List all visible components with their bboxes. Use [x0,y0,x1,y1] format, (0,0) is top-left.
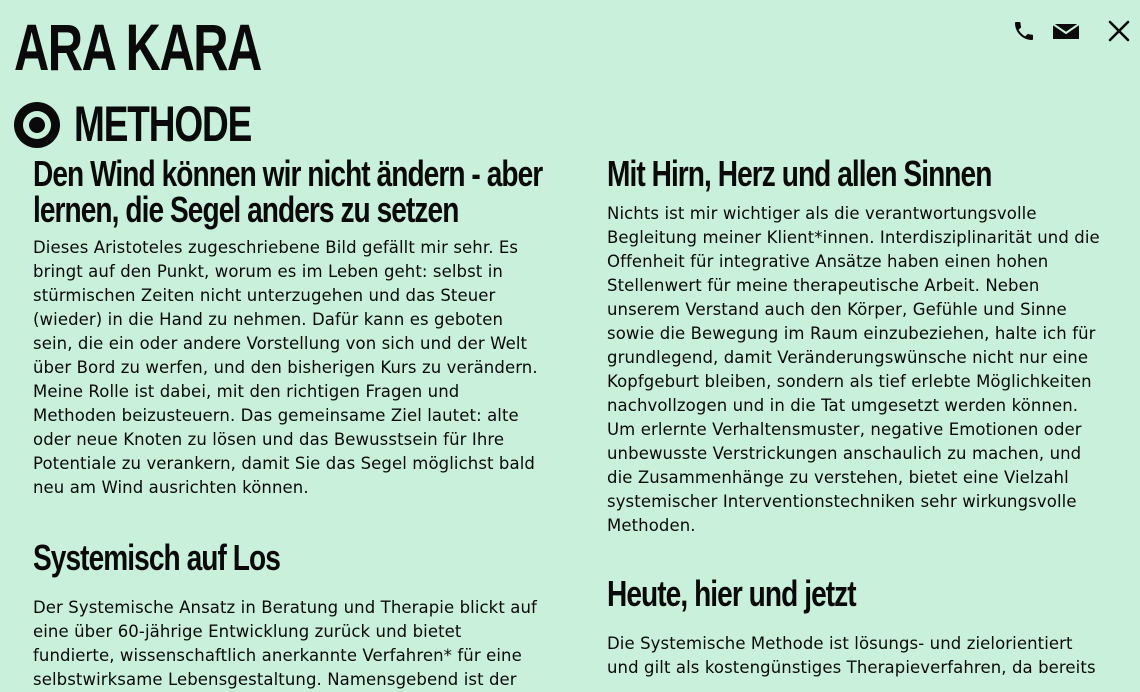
section-heading: Systemisch auf Los [33,537,280,578]
content-column-right [607,153,1107,680]
content-column-left [33,153,553,692]
phone-icon[interactable] [1012,18,1036,48]
section-text: Dieses Aristoteles zugeschriebene Bild gefällt mir sehr. Es bringt auf den Punkt, worum es im Leben geht: selbst in stürmischen Zeiten nicht unterzugehen und das Steuer (wieder) in die Hand zu nehmen. Dafür kann es geboten sein, die ein oder andere Vorstellung von sich und der Welt über Bord zu werfen, und den bisherigen Kurs zu verändern. Meine Rolle ist dabei, mit den richtigen Fragen und Methoden beizusteuern. Das gemeinsame Ziel lautet: alte oder neue Knoten zu lösen und das Bewusstsein für Ihre Potentiale zu verankern, damit Sie das Segel möglichst bald neu am Wind ausrichten können. [33,238,538,497]
section-text: Die Systemische Methode ist lösungs- und zielorientiert und gilt als kostengünstiges Therapieverfahren, da bereits [607,634,1096,677]
section-heading: Heute, hier und jetzt [607,573,856,614]
page-title: METHODE [74,96,252,152]
close-icon[interactable] [1106,18,1132,48]
section-heading: Mit Hirn, Herz und allen Sinnen [607,153,992,194]
mail-icon[interactable] [1052,18,1080,48]
section-heading: Den Wind können wir nicht ändern - aber lernen, die Segel anders zu setzen [33,153,543,230]
target-icon [14,102,60,152]
section-text: Nichts ist mir wichtiger als die verantwortungsvolle Begleitung meiner Klient*innen. Interdisziplinarität und die Offenheit für integrative Ansätze haben einen hohen Stellenwert für meine therapeutische Arbeit. Neben unserem Verstand auch den Körper, Gefühle und Sinne sowie die Bewegung im Raum einzubeziehen, halte ich für grundlegend, damit Veränderungswünsche nicht nur eine Kopfgeburt bleiben, sondern als tief erlebte Möglichkeiten nachvollzogen und in die Tat umgesetzt werden können. Um erlernte Verhaltensmuster, negative Emotionen oder unbewusste Verstrickungen anschaulich zu machen, und die Zusammenhänge zu verstehen, bietet eine Vielzahl systemischer Interventionstechniken sehr wirkungsvolle Methoden. [607,204,1100,535]
section-text: Der Systemische Ansatz in Beratung und Therapie blickt auf eine über 60-jährige Entwicklung zurück und bietet fundierte, wissenschaftlich anerkannte Verfahren* für eine selbstwirksame Lebensgestaltung. Namensgebend ist der [33,598,537,689]
site-logo[interactable]: ARA KARA [14,10,261,84]
